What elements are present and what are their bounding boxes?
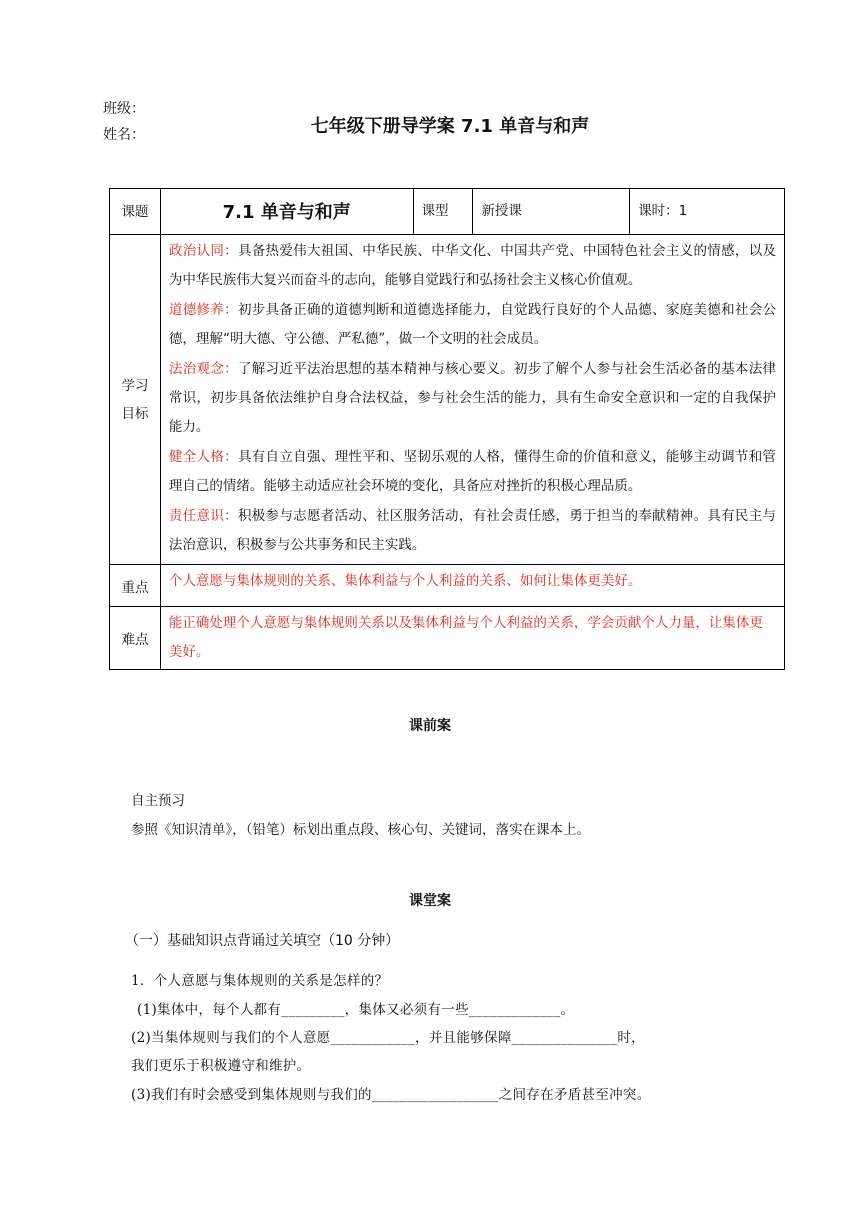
question-1-part-3: (3)我们有时会感受到集体规则与我们的__________________之间存在矛盾甚至冲突。 [131,1087,651,1103]
type-value: 新授课 [473,189,630,235]
goal-item: 道德修养：初步具备正确的道德判断和道德选择能力，自觉践行良好的个人品德、家庭美德和社会公德，理解“明大德、守公德、严私德”，做一个文明的社会成员。 [168,301,777,348]
topic-value: 7.1 单音与和声 [160,189,413,235]
type-label: 课型 [413,189,473,235]
difficulty-label: 难点 [110,607,161,670]
goals-content [160,235,784,565]
key-points-text: 个人意愿与集体规则的关系、集体利益与个人利益的关系、如何让集体更美好。 [160,565,784,607]
goal-item: 政治认同：具备热爱伟大祖国、中华民族、中华文化、中国共产党、中国特色社会主义的情感，以及为中华民族伟大复兴而奋斗的志向，能够自觉践行和弘扬社会主义核心价值观。 [168,243,777,289]
name-label: 姓名： [103,127,145,143]
lesson-info-table [109,188,785,670]
goals-label-line-2: 目标 [121,405,149,422]
goals-label [110,235,161,565]
class-label: 班级： [103,101,145,117]
goal-item: 法治观念：了解习近平法治思想的基本精神与核心要义。初步了解个人参与社会生活必备的基本法律常识，初步具备依法维护自身合法权益，参与社会生活的能力，具有生命安全意识和一定的自我保护能力。 [168,360,777,436]
self-study-heading: 自主预习 [131,793,185,809]
goals-label-line-1: 学习 [121,377,149,394]
document-title: 七年级下册导学案 7.1 单音与和声 [310,116,590,137]
inclass-title: 课堂案 [409,893,451,909]
question-1-part-2: (2)当集体规则与我们的个人意愿____________，并且能够保障_______________时， [131,1030,645,1046]
topic-label: 课题 [110,189,161,235]
self-study-instruction: 参照《知识清单》，（铅笔）标划出重点段、核心句、关键词，落实在课本上。 [131,822,590,838]
goal-item: 健全人格：具有自立自强、理性平和、坚韧乐观的人格，懂得生命的价值和意义，能够主动调节和管理自己的情绪。能够主动适应社会环境的变化，具备应对挫折的积极心理品质。 [168,448,777,495]
section-subtitle: （一）基础知识点背诵过关填空（10 分钟） [125,933,400,949]
key-points-label: 重点 [110,565,161,607]
question-1-part-2-cont: 我们更乐于积极遵守和维护。 [131,1058,311,1074]
question-1-part-1: (1)集体中，每个人都有_________，集体又必须有一些_____________。 [137,1002,575,1018]
preclass-title: 课前案 [409,718,451,734]
goal-item: 责任意识：积极参与志愿者活动、社区服务活动，有社会责任感，勇于担当的奉献精神。具有民主与法治意识，积极参与公共事务和民主实践。 [168,507,777,554]
question-1: 1．个人意愿与集体规则的关系是怎样的？ [131,973,389,989]
difficulty-text: 能正确处理个人意愿与集体规则关系以及集体利益与个人利益的关系，学会贡献个人力量，让集体更美好。 [160,607,784,670]
hours-value: 课时：1 [630,189,785,235]
